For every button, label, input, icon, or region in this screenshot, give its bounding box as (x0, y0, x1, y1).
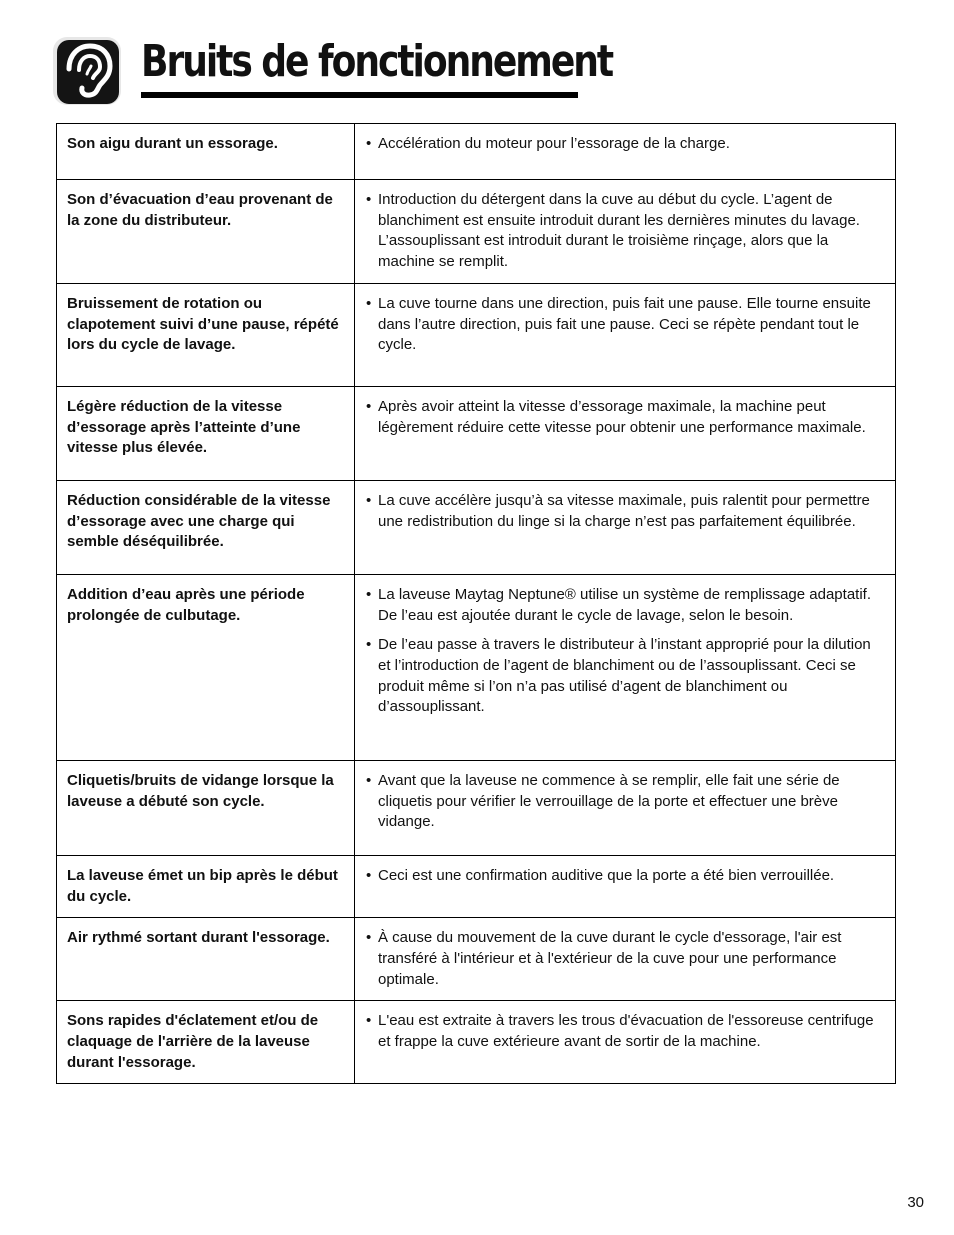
explanation-cell (355, 855, 896, 917)
explanation-item: • À cause du mouvement de la cuve durant le cycle d'essorage, l'air est transféré à l'intérieur et à l'extérieur de la cuve pour une performance optimale. (366, 928, 877, 990)
sound-description: Cliquetis/bruits de vidange lorsque la laveuse a débuté son cycle. (57, 760, 355, 855)
table-row (57, 1001, 896, 1084)
explanation-item: • Accélération du moteur pour l’essorage de la charge. (366, 134, 877, 155)
explanation-cell (355, 760, 896, 855)
explanation-item: • La laveuse Maytag Neptune® utilise un système de remplissage adaptatif. De l’eau est ajoutée durant le cycle de lavage, selon le besoin. (366, 585, 877, 626)
sound-description: Son d’évacuation d’eau provenant de la zone du distributeur. (57, 180, 355, 284)
sound-description: Légère réduction de la vitesse d’essorage après l’atteinte d’une vitesse plus élevée. (57, 386, 355, 480)
explanation-item: • Avant que la laveuse ne commence à se remplir, elle fait une série de cliquetis pour vérifier le verrouillage de la porte et effectuer une brève vidange. (366, 771, 877, 833)
explanation-cell (355, 386, 896, 480)
sound-description: Air rythmé sortant durant l'essorage. (57, 918, 355, 1001)
page-number: 30 (907, 1194, 924, 1211)
sound-description: Bruissement de rotation ou clapotement suivi d’une pause, répété lors du cycle de lavage. (57, 283, 355, 386)
table-row (57, 386, 896, 480)
explanation-item: • De l’eau passe à travers le distributeur à l’instant approprié pour la dilution et l’introduction de l’agent de blanchiment ou de l’assouplissant. Ceci se produit même si l’on n’a pas utilisé d’agent de blanchiment ou d’assouplissant. (366, 635, 877, 718)
sound-description: La laveuse émet un bip après le début du cycle. (57, 855, 355, 917)
explanation-cell (355, 574, 896, 760)
explanation-item: • La cuve accélère jusqu’à sa vitesse maximale, puis ralentit pour permettre une redistribution du linge si la charge n’est pas parfaitement équilibrée. (366, 491, 877, 532)
ear-icon (52, 36, 122, 106)
sound-description: Addition d’eau après une période prolongée de culbutage. (57, 574, 355, 760)
table-row (57, 180, 896, 284)
noise-table-body (57, 124, 896, 1084)
table-row (57, 480, 896, 574)
page-title: Bruits de fonctionnement (141, 36, 613, 87)
sound-description: Son aigu durant un essorage. (57, 124, 355, 180)
explanation-cell (355, 1001, 896, 1084)
table-row (57, 760, 896, 855)
table-row (57, 855, 896, 917)
explanation-cell (355, 283, 896, 386)
title-underline (141, 92, 578, 98)
explanation-item: • La cuve tourne dans une direction, puis fait une pause. Elle tourne ensuite dans l’autre direction, puis fait une pause. Ceci se répète pendant tout le cycle. (366, 294, 877, 356)
explanation-cell (355, 124, 896, 180)
sound-description: Réduction considérable de la vitesse d’essorage avec une charge qui semble déséquilibrée. (57, 480, 355, 574)
explanation-item: • Ceci est une confirmation auditive que la porte a été bien verrouillée. (366, 866, 877, 887)
explanation-cell (355, 918, 896, 1001)
explanation-item: • Introduction du détergent dans la cuve au début du cycle. L’agent de blanchiment est ensuite introduit durant les dernières minutes du lavage. L’assouplissant est introduit durant le troisième rinçage, alors que la machine se remplit. (366, 190, 877, 273)
table-row (57, 283, 896, 386)
explanation-cell (355, 180, 896, 284)
page-header (52, 36, 613, 102)
explanation-item: • L'eau est extraite à travers les trous d'évacuation de l'essoreuse centrifuge et frappe la cuve extérieure avant de sortir de la machine. (366, 1011, 877, 1052)
table-row (57, 574, 896, 760)
table-row (57, 918, 896, 1001)
sound-description: Sons rapides d'éclatement et/ou de claquage de l'arrière de la laveuse durant l'essorage. (57, 1001, 355, 1084)
explanation-cell (355, 480, 896, 574)
noise-table (56, 123, 896, 1084)
explanation-item: • Après avoir atteint la vitesse d’essorage maximale, la machine peut légèrement réduire cette vitesse pour obtenir une performance maximale. (366, 397, 877, 438)
table-row (57, 124, 896, 180)
